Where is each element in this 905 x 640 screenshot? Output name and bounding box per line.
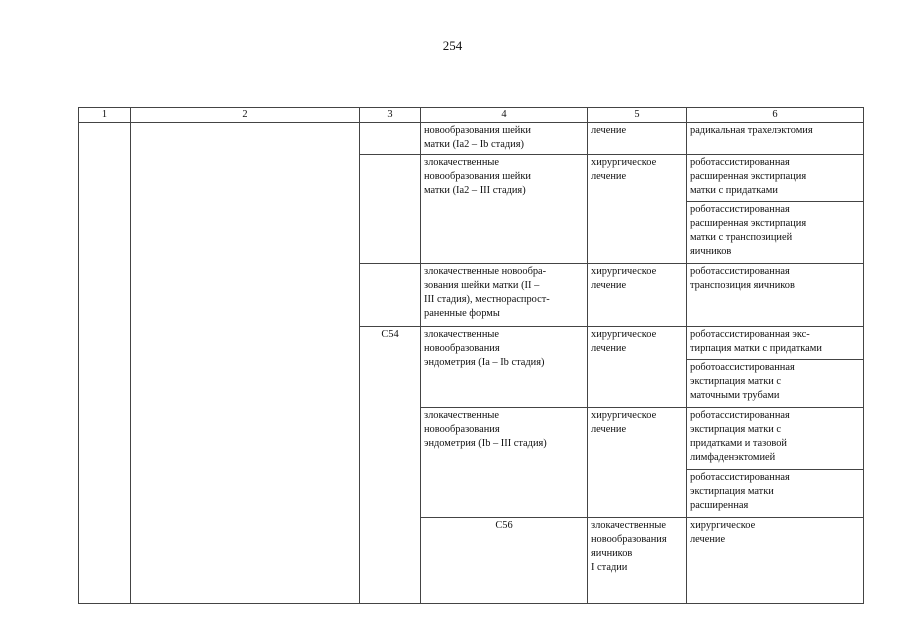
code-cell xyxy=(360,123,421,155)
table-row xyxy=(79,123,864,155)
procedure-cell: радикальная трахелэктомия xyxy=(687,123,864,155)
treatment-cell: хирургическое лечение xyxy=(588,327,687,408)
code-cell: C54 xyxy=(360,327,421,604)
code-cell xyxy=(360,155,421,264)
diagnosis-cell: злокачественные новообра- зования шейки матки (II – III стадия), местнораспрост- раненные формы xyxy=(421,264,588,327)
procedure-cell: роботассистированная экс- тирпация матки с придатками xyxy=(687,327,864,360)
procedure-cell: роботоассистированная экстирпация матки с маточными трубами xyxy=(687,360,864,408)
column-header: 3 xyxy=(360,108,421,123)
procedure-cell: роботассистированная расширенная экстирпация матки с придатками xyxy=(687,155,864,202)
diagnosis-cell: злокачественные новообразования эндометрия (Ia – Ib стадия) xyxy=(421,327,588,408)
column-header: 5 xyxy=(588,108,687,123)
procedure-cell: роботассистированная транспозиция яичников xyxy=(687,264,864,327)
diagnosis-cell: злокачественные новообразования шейки матки (Ia2 – III стадия) xyxy=(421,155,588,264)
column-1-cell xyxy=(79,123,131,604)
treatment-cell: хирургическое лечение xyxy=(588,155,687,264)
column-header: 2 xyxy=(131,108,360,123)
treatment-cell: хирургическое лечение xyxy=(588,408,687,518)
treatment-cell: хирургическое лечение xyxy=(687,518,864,604)
column-header: 1 xyxy=(79,108,131,123)
diagnosis-cell: злокачественные новообразования эндометрия (Ib – III стадия) xyxy=(421,408,588,518)
code-cell xyxy=(360,264,421,327)
procedure-cell: роботассистированная экстирпация матки расширенная xyxy=(687,470,864,518)
procedure-cell: роботассистированная экстирпация матки с придатками и тазовой лимфаденэктомией xyxy=(687,408,864,470)
diagnosis-cell: новообразования шейки матки (Ia2 – Ib стадия) xyxy=(421,123,588,155)
treatment-cell: хирургическое лечение xyxy=(588,264,687,327)
column-header: 4 xyxy=(421,108,588,123)
column-header: 6 xyxy=(687,108,864,123)
table-header-row xyxy=(79,108,864,123)
treatment-cell: лечение xyxy=(588,123,687,155)
code-cell: C56 xyxy=(421,518,588,604)
diagnosis-cell: злокачественные новообразования яичников I стадии xyxy=(588,518,687,604)
page-number: 254 xyxy=(442,38,463,53)
column-2-cell xyxy=(131,123,360,604)
procedure-cell: роботассистированная расширенная экстирпация матки с транспозицией яичников xyxy=(687,202,864,264)
medical-procedures-table xyxy=(78,107,864,604)
